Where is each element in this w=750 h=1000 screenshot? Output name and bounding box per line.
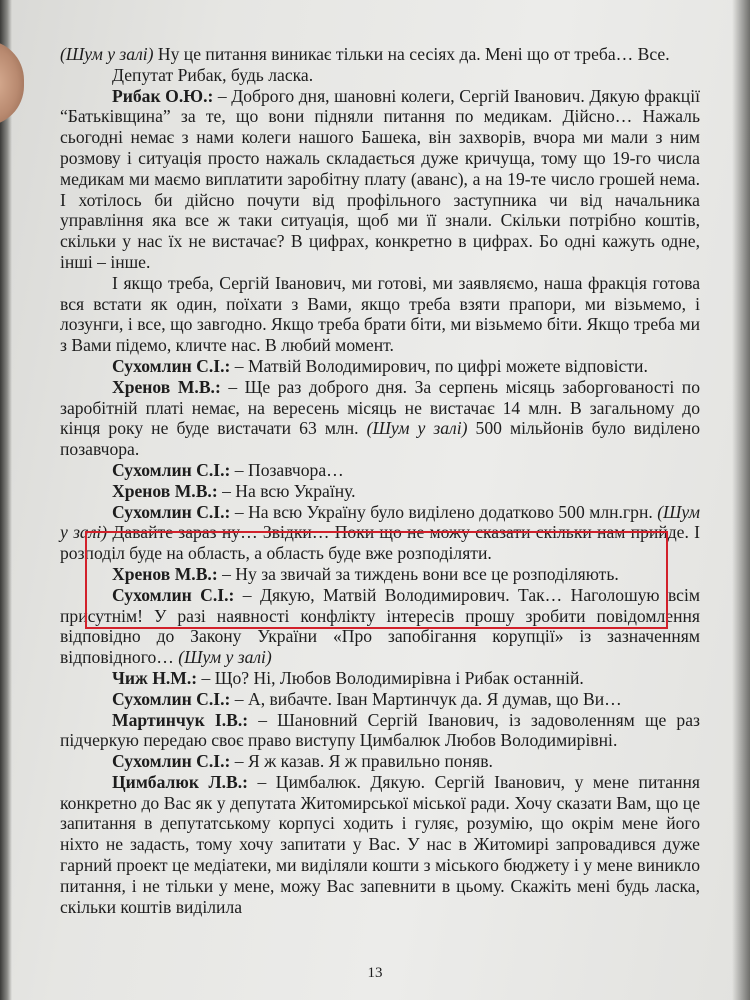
speaker-name: Мартинчук І.В.: — [112, 709, 249, 730]
document-page — [60, 44, 700, 917]
red-highlight-box — [85, 531, 668, 629]
paragraph-text: – Ну за звичай за тиждень вони все це розподіляють. — [217, 563, 619, 584]
stage-remark: (Шум у залі) — [178, 647, 272, 668]
page-edge-shadow — [0, 0, 12, 1000]
paragraph-text: – Матвій Володимирович, по цифрі можете відповісти. — [230, 355, 648, 376]
transcript-paragraph — [60, 689, 700, 710]
speaker-name: Сухомлин С.І.: — [112, 688, 231, 709]
speaker-name: Цимбалюк Л.В.: — [112, 771, 249, 792]
paragraph-text: – Ще раз доброго дня. За серпень місяць заборгованості по заробітній платі немає, на вересень місяць не вистачає 14 млн. В загальному до кінця року не буде вистачати 63 млн. — [60, 376, 700, 439]
speaker-name: Сухомлин С.І.: — [112, 355, 231, 376]
transcript-paragraph — [60, 356, 700, 377]
paragraph-text: – Доброго дня, шановні колеги, Сергій Іванович. Дякую фракції “Батьківщина” за те, що вони підняли питання по медикам. Дійсно… Нажаль сьогодні немає з нами колеги нашого Башека, він захворів, вчора ми мали з ним розмову і ситуація просто нажаль складається дуже кричуща, тому що 19-го числа медикам ми маємо виплатити заробітну плату (аванс), а на 19-те число грошей нема. І хотілось би дійсно почути від профільного заступника чи від начальника управління яка все ж таки ситуація, щоб ми її знали. Скільки потрібно коштів, скільки у нас їх не вистачає? В цифрах, конкретно в цифрах. Бо одні кажуть одне, інші – інше. — [60, 85, 700, 272]
speaker-name: Сухомлин С.І.: — [112, 501, 231, 522]
thumb — [0, 40, 24, 126]
speaker-name: Хренов М.В.: — [112, 376, 221, 397]
speaker-name: Сухомлин С.І.: — [112, 584, 235, 605]
transcript-paragraph — [60, 86, 700, 273]
paragraph-text: – На всю Україну було виділено додатково 500 млн.грн. — [230, 501, 658, 522]
stage-remark: (Шум у залі) — [60, 44, 154, 64]
transcript-paragraph — [60, 668, 700, 689]
paragraph-text: – Цимбалюк. Дякую. Сергій Іванович, у мене питання конкретно до Вас як у депутата Житомирської міської ради. Хочу сказати Вам, що це запитання в депутатському корпусі ходить і гуляє, розумію, що окрім мене його ніхто не задасть, тому хочу запитати у Вас. У нас в Житомирі запровадився дуже гарний проект це медіатеки, ми виділяли кошти з міського бюджету і у мене виникло питання, і не тільки у мене, можу Вас запевнити в цьому. Скажіть мені будь ласка, скільки коштів виділила — [60, 771, 701, 917]
speaker-name: Рибак О.Ю.: — [112, 85, 214, 106]
paragraph-text: Депутат Рибак, будь ласка. — [112, 64, 314, 85]
transcript-paragraph — [60, 460, 700, 481]
page-edge-shadow-right — [732, 0, 750, 1000]
paragraph-text: Давайте зараз ну… Звідки… Поки що не можу сказати скільки нам прийде. І розподіл буде на область, а область буде вже розподіляти. — [60, 522, 700, 564]
transcript-paragraph — [60, 751, 700, 772]
transcript-paragraph — [60, 44, 700, 65]
paragraph-text: Ну це питання виникає тільки на сесіях да. Мені що от треба… Все. — [153, 44, 670, 64]
paragraph-text: – Дякую, Матвій Володимирович. Так… Наголошую всім присутнім! У разі наявності конфлікту інтересів прошу зробити повідомлення відповідно до Закону України «Про запобігання корупції» із зазначенням відповідного… — [60, 584, 701, 668]
speaker-name: Сухомлин С.І.: — [112, 459, 231, 480]
transcript-paragraph — [60, 710, 700, 752]
paragraph-text: – А, вибачте. Іван Мартинчук да. Я думав, що Ви… — [230, 688, 622, 709]
paragraph-text: – Що? Ні, Любов Володимирівна і Рибак останній. — [197, 667, 584, 688]
transcript-paragraph — [60, 481, 700, 502]
page-number: 13 — [367, 965, 383, 981]
paragraph-text: – Позавчора… — [230, 459, 344, 480]
paragraph-text: 500 мільйонів було виділено позавчора. — [60, 418, 700, 460]
paragraph-text: – Я ж казав. Я ж правильно поняв. — [230, 751, 493, 772]
stage-remark: (Шум у залі) — [60, 501, 700, 543]
transcript-paragraph — [60, 65, 700, 86]
stage-remark: (Шум у залі) — [366, 418, 468, 439]
speaker-name: Хренов М.В.: — [112, 480, 218, 501]
paragraph-text: І якщо треба, Сергій Іванович, ми готові, ми заявляємо, наша фракція готова вся встати як один, поїхати з Вами, якщо треба взяти прапори, ми візьмемо, і лозунги, і все, що завгодно. Якщо треба брати біти, ми візьмемо біти. Якщо треба ми з Вами підемо, кличте нас. В любий момент. — [60, 272, 700, 356]
speaker-name: Чиж Н.М.: — [112, 667, 198, 688]
speaker-name: Сухомлин С.І.: — [112, 751, 231, 772]
transcript-paragraph — [60, 377, 700, 460]
transcript-paragraph — [60, 273, 700, 356]
speaker-name: Хренов М.В.: — [112, 563, 218, 584]
paragraph-text: – Шановний Сергій Іванович, із задоволенням ще раз підчеркую передаю своє право виступу Цимбалюк Любов Володимирівні. — [60, 709, 700, 751]
transcript-paragraph — [60, 772, 700, 918]
paragraph-text: – На всю Україну. — [217, 480, 356, 501]
